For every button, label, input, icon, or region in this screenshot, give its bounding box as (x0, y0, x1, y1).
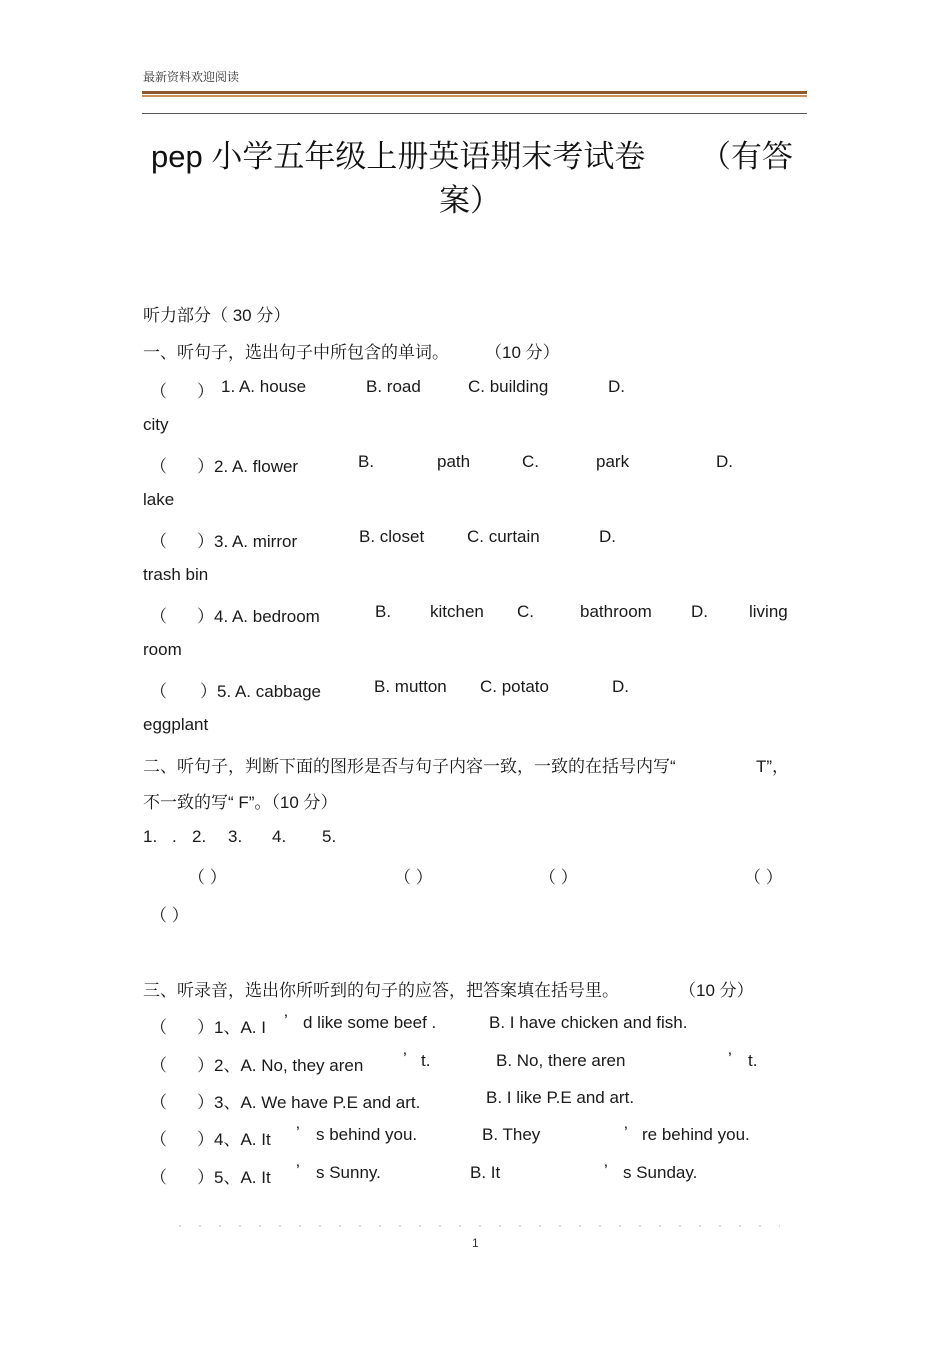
q2-option-b-word: path (437, 452, 471, 471)
listening-heading: 听力部分（ 30 分） (143, 306, 291, 325)
q1-close-paren: ） (197, 382, 214, 401)
s3-q4-option-b: B. They (482, 1125, 541, 1144)
section1-heading: 一、听句子，选出句子中所包含的单词。 (143, 343, 449, 362)
s3-q3-option-a: ）3、A. We have P.E and art. (197, 1093, 421, 1112)
s3-q5-option-b: B. It (470, 1163, 501, 1182)
s3-q4-open-paren: （ (150, 1130, 167, 1149)
q5-option-c: C. potato (480, 677, 549, 696)
q2-option-a: ）2. A. flower (197, 457, 299, 476)
q1-option-c: C. building (468, 377, 549, 396)
q5-option-a: ）5. A. cabbage (200, 682, 321, 701)
section2-instruction-end: T”， (756, 757, 790, 776)
section2-num-1: 1. (143, 827, 158, 846)
q4-option-b-word: kitchen (430, 602, 484, 621)
q3-option-c: C. curtain (467, 527, 540, 546)
s3-q5-option-a: ）5、A. It (197, 1168, 271, 1187)
s3-q3-open-paren: （ (150, 1093, 167, 1112)
section2-answer-paren-1: （ ） (188, 868, 227, 887)
s3-q1-option-a: ）1、A. I (197, 1018, 266, 1037)
q1-option-d-word: city (143, 415, 169, 434)
s3-q1-open-paren: （ (150, 1018, 167, 1037)
section2-answer-paren-2: （ ） (394, 868, 433, 887)
header-rule-light (142, 95, 807, 97)
q4-option-d-word: living (749, 602, 788, 621)
s3-q1-apostrophe: ’ (284, 1011, 288, 1030)
q3-option-d: D. (599, 527, 616, 546)
q4-option-c-word: bathroom (580, 602, 652, 621)
section1-score: （10 分） (485, 343, 560, 362)
section2-answer-paren-4: （ ） (744, 868, 783, 887)
section2-answer-paren-5: （ ） (150, 906, 189, 925)
title-line-1: pep 小学五年级上册英语期末考试卷 (151, 139, 646, 174)
header-rule-thick (142, 91, 807, 94)
section2-num-2: 2. (192, 827, 207, 846)
header-rule-thin (142, 113, 807, 114)
q2-option-c-word: park (596, 452, 630, 471)
faint-dotted-line (170, 1224, 780, 1228)
s3-q2-b-apostrophe: ’ (728, 1049, 732, 1068)
q4-option-d: D. (691, 602, 708, 621)
s3-q4-option-b-rest: re behind you. (642, 1125, 750, 1144)
s3-q2-open-paren: （ (150, 1056, 167, 1075)
section3-heading: 三、听录音，选出你所听到的句子的应答，把答案填在括号里。 (143, 981, 619, 1000)
q2-option-d: D. (716, 452, 733, 471)
s3-q5-open-paren: （ (150, 1168, 167, 1187)
section2-instruction: 二、听句子，判断下面的图形是否与句子内容一致，一致的在括号内写“ (143, 757, 676, 776)
title-line-1-end: （有答 (700, 139, 793, 174)
section2-num-3: 3. (228, 827, 243, 846)
q4-option-c: C. (517, 602, 534, 621)
s3-q1-option-b: B. I have chicken and fish. (489, 1013, 688, 1032)
q5-open-paren: （ (150, 682, 167, 701)
s3-q2-apostrophe: ’ (403, 1049, 407, 1068)
page-number: 1 (472, 1236, 479, 1250)
q5-option-b: B. mutton (374, 677, 447, 696)
s3-q2-option-a: ）2、A. No, they aren (197, 1056, 364, 1075)
page-header-text: 最新资料欢迎阅读 (143, 70, 240, 84)
section2-instruction-line2: 不一致的写“ F”。（10 分） (143, 793, 338, 812)
s3-q5-b-apostrophe: ’ (604, 1161, 608, 1180)
s3-q1-option-a-rest: d like some beef . (303, 1013, 437, 1032)
q5-option-d-word: eggplant (143, 715, 209, 734)
q4-option-b: B. (375, 602, 392, 621)
q1-open-paren: （ (150, 382, 167, 401)
s3-q5-apostrophe: ’ (296, 1161, 300, 1180)
s3-q2-option-b: B. No, there aren (496, 1051, 626, 1070)
title-line-2: 案） (439, 183, 501, 218)
section3-score: （10 分） (679, 981, 754, 1000)
q2-option-c: C. (522, 452, 539, 471)
q1-option-d: D. (608, 377, 625, 396)
q3-open-paren: （ (150, 532, 167, 551)
q3-option-a: ）3. A. mirror (197, 532, 298, 551)
s3-q2-option-b-rest: t. (748, 1051, 758, 1070)
s3-q4-option-a-rest: s behind you. (316, 1125, 418, 1144)
q2-option-d-word: lake (143, 490, 175, 509)
s3-q3-option-b: B. I like P.E and art. (486, 1088, 635, 1107)
q1-option-a: 1. A. house (221, 377, 307, 396)
s3-q5-option-a-rest: s Sunny. (316, 1163, 381, 1182)
q4-option-a: ）4. A. bedroom (197, 607, 320, 626)
section2-answer-paren-3: （ ） (539, 868, 578, 887)
s3-q4-apostrophe: ’ (296, 1123, 300, 1142)
s3-q5-option-b-rest: s Sunday. (623, 1163, 698, 1182)
section2-dot: . (172, 827, 177, 846)
q1-option-b: B. road (366, 377, 421, 396)
section2-num-4: 4. (272, 827, 287, 846)
s3-q4-b-apostrophe: ’ (624, 1123, 628, 1142)
q4-option-d-word-wrap: room (143, 640, 182, 659)
q2-open-paren: （ (150, 457, 167, 476)
s3-q2-option-a-rest: t. (421, 1051, 431, 1070)
section2-num-5: 5. (322, 827, 337, 846)
q4-open-paren: （ (150, 607, 167, 626)
q3-option-d-word: trash bin (143, 565, 209, 584)
s3-q4-option-a: ）4、A. It (197, 1130, 271, 1149)
q3-option-b: B. closet (359, 527, 425, 546)
q5-option-d: D. (612, 677, 629, 696)
q2-option-b: B. (358, 452, 375, 471)
